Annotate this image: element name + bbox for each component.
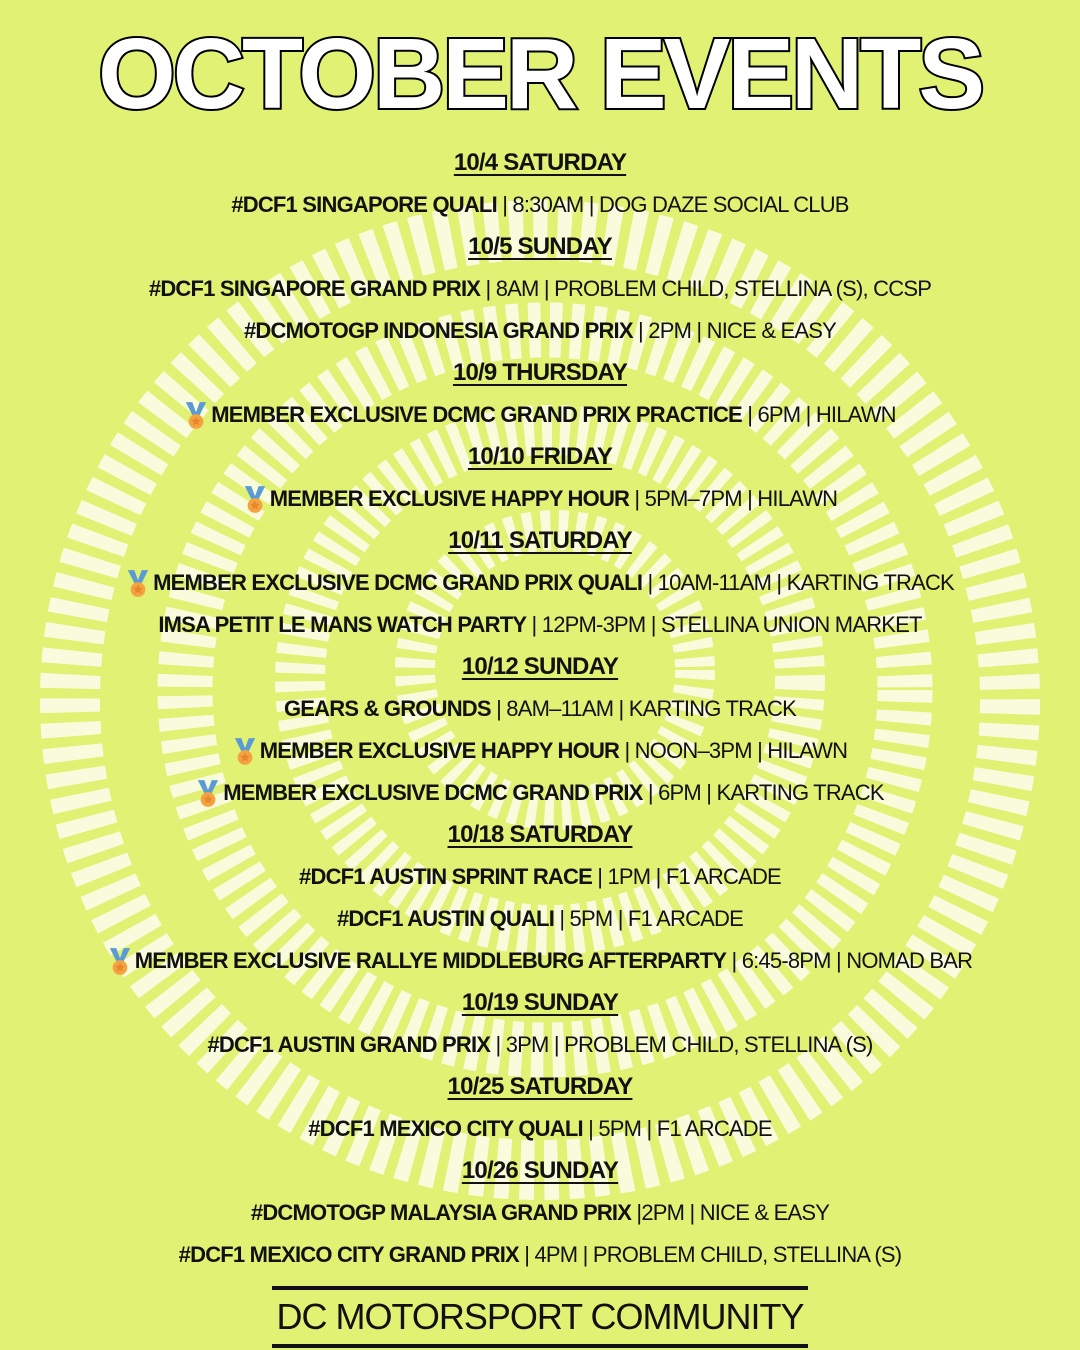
event-item [0,1108,1080,1150]
medal-icon [184,401,208,431]
event-title: MEMBER EXCLUSIVE RALLYE MIDDLEBURG AFTERPARTY [134,948,727,973]
event-title: #DCMOTOGP MALAYSIA GRAND PRIX [250,1200,632,1225]
event-item [0,730,1080,772]
date-label: 10/4 SATURDAY [453,149,627,176]
medal-icon [243,485,267,515]
event-title: MEMBER EXCLUSIVE DCMC GRAND PRIX PRACTICE [211,402,742,427]
page-title-text: OCTOBER EVENTS [97,18,983,130]
date-label: 10/11 SATURDAY [448,527,632,554]
event-title: #DCF1 MEXICO CITY GRAND PRIX [178,1242,519,1267]
date-heading [0,226,1080,268]
event-title: #DCF1 SINGAPORE QUALI [231,192,497,217]
event-item [0,1192,1080,1234]
medal-icon [108,947,132,977]
medal-icon [196,779,220,809]
date-label: 10/12 SUNDAY [461,653,619,680]
event-details: | 2PM | NICE & EASY [632,318,837,343]
event-title: #DCF1 AUSTIN SPRINT RACE [299,864,592,889]
event-title: GEARS & GROUNDS [283,696,491,721]
event-title: IMSA PETIT LE MANS WATCH PARTY [158,612,527,637]
event-item [0,604,1080,646]
date-heading [0,646,1080,688]
event-item [0,898,1080,940]
footer-text: DC MOTORSPORT COMMUNITY [276,1296,804,1337]
event-details: | 6:45-8PM | NOMAD BAR [726,948,973,973]
event-item [0,940,1080,982]
event-details: | 5PM | F1 ARCADE [554,906,743,931]
event-details: | NOON–3PM | HILAWN [619,738,848,763]
event-details: | 5PM | F1 ARCADE [582,1116,772,1141]
event-details: | 10AM-11AM | KARTING TRACK [642,570,954,595]
footer-brand [272,1286,807,1348]
event-item [0,688,1080,730]
event-details: | 12PM-3PM | STELLINA UNION MARKET [526,612,922,637]
date-heading [0,1066,1080,1108]
event-item [0,562,1080,604]
event-item [0,184,1080,226]
date-label: 10/18 SATURDAY [447,821,633,848]
date-heading [0,814,1080,856]
event-title: #DCF1 AUSTIN QUALI [336,906,555,931]
event-title: MEMBER EXCLUSIVE DCMC GRAND PRIX QUALI [153,570,643,595]
event-schedule [0,142,1080,1276]
page-title [0,12,1080,136]
event-details: | 5PM–7PM | HILAWN [629,486,838,511]
date-heading [0,352,1080,394]
event-title: MEMBER EXCLUSIVE DCMC GRAND PRIX [223,780,643,805]
date-heading [0,142,1080,184]
event-details: |2PM | NICE & EASY [631,1200,830,1225]
event-title: #DCF1 SINGAPORE GRAND PRIX [148,276,481,301]
date-label: 10/10 FRIDAY [467,443,613,470]
event-item [0,1024,1080,1066]
event-item [0,478,1080,520]
medal-icon [126,569,150,599]
event-title: #DCF1 MEXICO CITY QUALI [308,1116,583,1141]
event-item [0,310,1080,352]
date-heading [0,1150,1080,1192]
date-label: 10/5 SUNDAY [468,233,612,260]
date-label: 10/19 SUNDAY [461,989,619,1016]
date-heading [0,436,1080,478]
event-details: | 6PM | HILAWN [741,402,896,427]
event-item [0,772,1080,814]
event-title: #DCMOTOGP INDONESIA GRAND PRIX [243,318,633,343]
date-label: 10/26 SUNDAY [461,1157,619,1184]
event-item [0,394,1080,436]
event-title: #DCF1 AUSTIN GRAND PRIX [207,1032,491,1057]
event-details: | 8AM–11AM | KARTING TRACK [490,696,797,721]
event-details: | 3PM | PROBLEM CHILD, STELLINA (S) [490,1032,873,1057]
event-title: MEMBER EXCLUSIVE HAPPY HOUR [259,738,620,763]
event-details: | 4PM | PROBLEM CHILD, STELLINA (S) [518,1242,902,1267]
date-label: 10/9 THURSDAY [452,359,628,386]
event-details: | 1PM | F1 ARCADE [591,864,781,889]
event-item [0,856,1080,898]
medal-icon [233,737,257,767]
date-heading [0,982,1080,1024]
event-item [0,1234,1080,1276]
event-title: MEMBER EXCLUSIVE HAPPY HOUR [269,486,630,511]
event-item [0,268,1080,310]
date-heading [0,520,1080,562]
event-details: | 6PM | KARTING TRACK [642,780,884,805]
event-details: | 8:30AM | DOG DAZE SOCIAL CLUB [496,192,849,217]
event-details: | 8AM | PROBLEM CHILD, STELLINA (S), CCSP [480,276,932,301]
date-label: 10/25 SATURDAY [447,1073,633,1100]
